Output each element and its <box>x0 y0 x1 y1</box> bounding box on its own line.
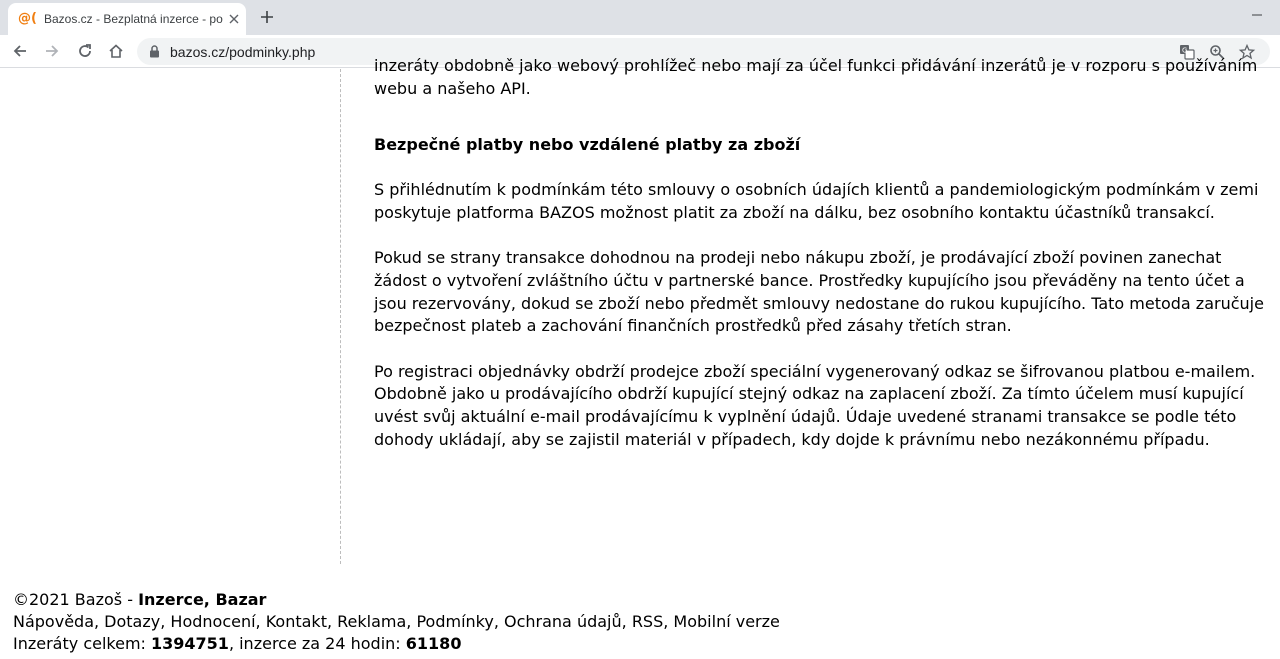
footer-link-podminky[interactable]: Podmínky <box>416 612 494 631</box>
window-controls <box>1234 0 1280 30</box>
forward-arrow-icon[interactable] <box>40 39 64 63</box>
footer-link-ochrana-udaju[interactable]: Ochrana údajů <box>504 612 622 631</box>
svg-text:G: G <box>1182 46 1188 54</box>
browser-tab[interactable] <box>8 3 246 35</box>
footer-brand-link[interactable]: Inzerce, Bazar <box>138 590 267 609</box>
footer-link-reklama[interactable]: Reklama <box>337 612 407 631</box>
home-icon[interactable] <box>104 39 128 63</box>
page-viewport <box>0 56 1280 659</box>
footer-link-mobilni-verze[interactable]: Mobilní verze <box>673 612 780 631</box>
url-text[interactable]: bazos.cz/podminky.php <box>170 43 316 60</box>
ads-24h-count: 61180 <box>405 634 462 653</box>
back-arrow-icon[interactable] <box>8 39 32 63</box>
paragraph-3: Po registraci objednávky obdrží prodejce zboží speciální vygenerovaný odkaz se šifrovanou platbou e-mailem. Obdobně jako u prodávajícího obdrží kupující stejný odkaz na zaplacení zboží. Za tímto účelem musí kupující uvést svůj aktuální e-mail prodávajícímu k vyplnění údajů. Údaje uvedené stranami transakce se podle této dohody ukládají, aby se zajistil materiál v případech, kdy dojde k právnímu nebo nezákonnému případu. <box>374 361 1256 449</box>
copyright-text: ©2021 Bazoš - <box>13 590 139 609</box>
footer-copyright-line <box>13 589 1263 611</box>
total-ads-count: 1394751 <box>151 634 229 653</box>
page-footer <box>13 589 1263 655</box>
footer-link-kontakt[interactable]: Kontakt <box>265 612 327 631</box>
footer-link-rss[interactable]: RSS <box>631 612 664 631</box>
footer-stats: Inzeráty celkem: 1394751, inzerce za 24 hodin: 61180 <box>13 634 462 653</box>
partial-paragraph: inzeráty obdobně jako webový prohlížeč nebo mají za účel funkci přidávání inzerátů je v rozporu s používáním webu a našeho API. <box>374 56 1258 98</box>
tab-strip <box>0 0 1280 35</box>
footer-link-dotazy[interactable]: Dotazy <box>104 612 161 631</box>
footer-link-hodnoceni[interactable]: Hodnocení <box>170 612 256 631</box>
reload-icon[interactable] <box>73 39 97 63</box>
tab-title: Bazos.cz - Bezplatná inzerce - po <box>44 12 223 26</box>
new-tab-plus-icon[interactable] <box>256 6 278 28</box>
footer-links: Nápověda, Dotazy, Hodnocení, Kontakt, Reklama, Podmínky, Ochrana údajů, RSS, Mobilní verze <box>13 612 780 631</box>
paragraph-2: Pokud se strany transakce dohodnou na prodeji nebo nákupu zboží, je prodávající zboží povinen zanechat žádost o vytvoření zvláštního účtu v partnerské bance. Prostředky kupujícího jsou převáděny na tento účet a jsou rezervovány, dokud se zboží nebo předmět smlouvy nedostane do rukou kupujícího. Tato metoda zaručuje bezpečnost plateb a zachování finančních prostředků před zásahy třetích stran. <box>374 248 1264 336</box>
paragraph-1: S přihlédnutím k podmínkám této smlouvy o osobních údajích klientů a pandemiologickým podmínkám v zemi poskytuje platforma BAZOS možnost platit za zboží na dálku, bez osobního kontaktu účastníků transakcí. <box>374 180 1259 222</box>
left-sidebar <box>0 69 341 564</box>
close-icon[interactable] <box>229 11 239 27</box>
terms-content <box>374 55 1264 451</box>
minimize-icon[interactable] <box>1234 0 1280 30</box>
section-heading: Bezpečné platby nebo vzdálené platby za zboží <box>374 135 801 155</box>
footer-link-napoveda[interactable]: Nápověda <box>13 612 94 631</box>
bazos-favicon-icon: @( <box>18 11 37 26</box>
lock-icon[interactable] <box>147 45 161 59</box>
